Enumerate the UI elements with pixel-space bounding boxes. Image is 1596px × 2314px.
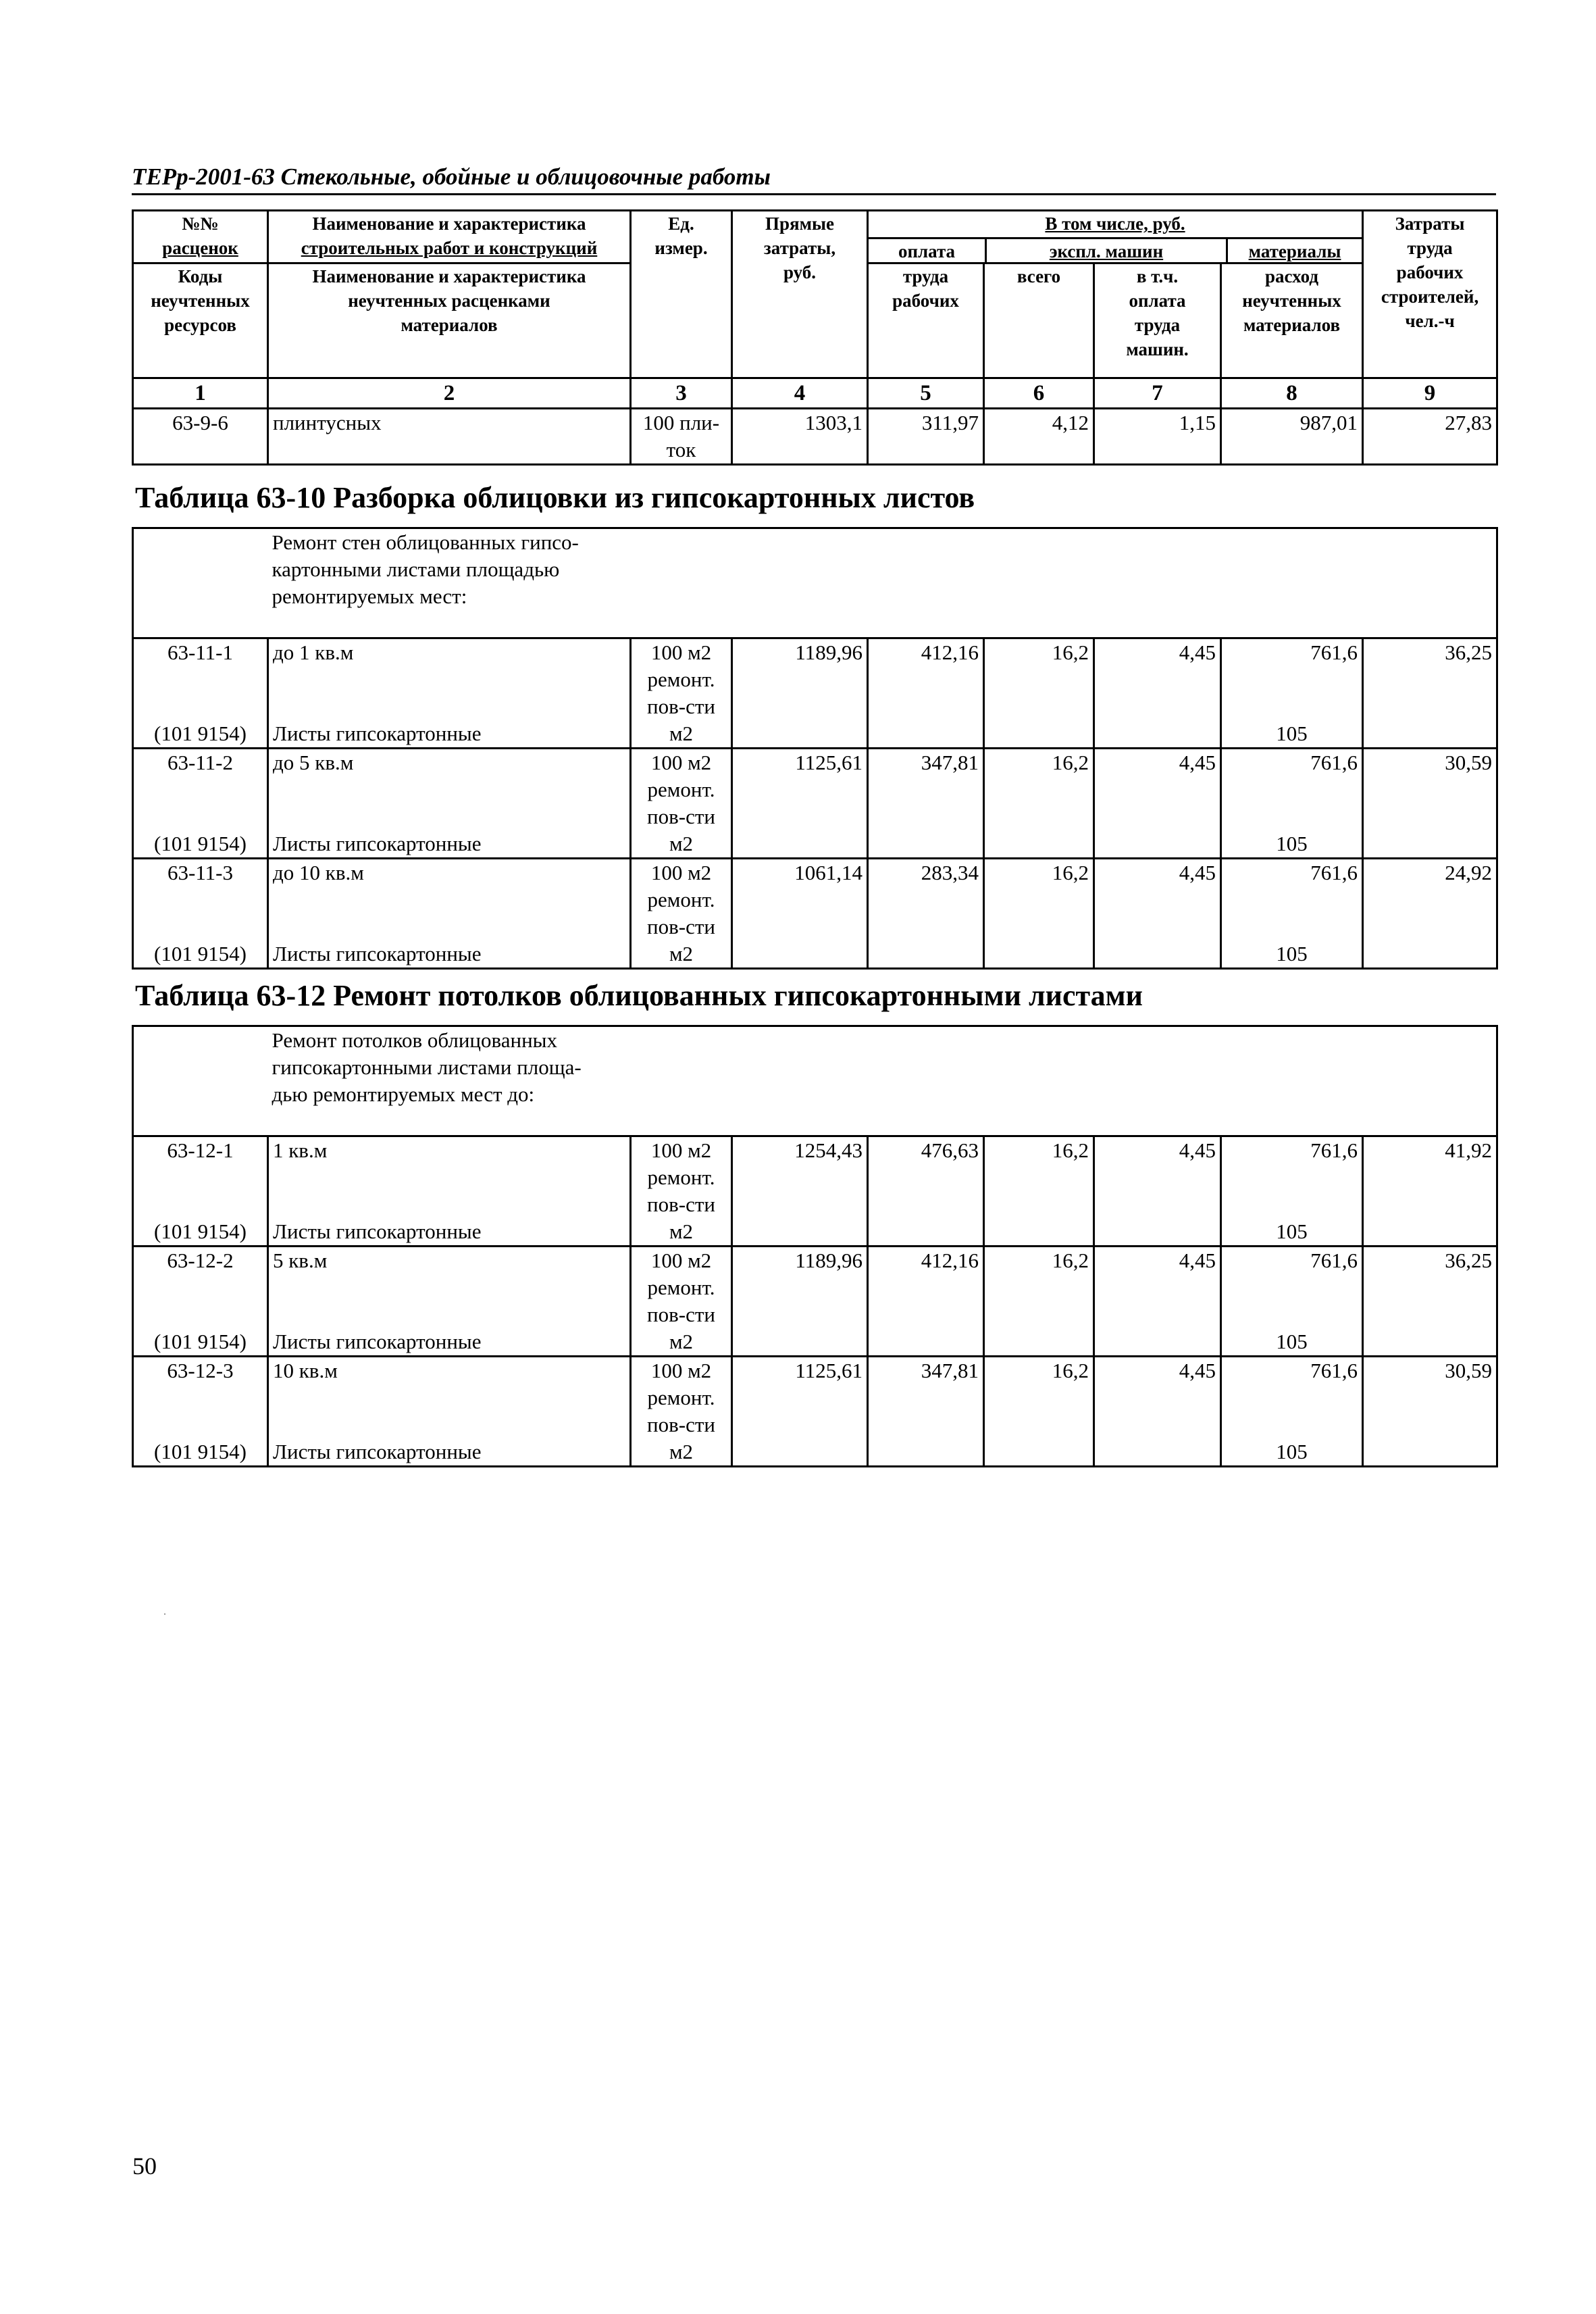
unit-line: пов-сти xyxy=(647,695,715,718)
table-row xyxy=(133,1136,1497,1247)
table-row xyxy=(133,749,1497,859)
header-labor-hours xyxy=(1363,211,1497,378)
material-quantity: 105 xyxy=(1276,1330,1308,1353)
table-63-12 xyxy=(132,1025,1498,1467)
intro-line: Ремонт стен облицованных гипсо- xyxy=(272,530,579,554)
unit-line: пов-сти xyxy=(647,1303,715,1326)
direct-costs: 1303,1 xyxy=(732,409,868,465)
unit-line1: 100 пли- xyxy=(642,411,720,434)
machines-total: 4,12 xyxy=(984,409,1094,465)
material-quantity: 105 xyxy=(1276,832,1308,855)
unit-line: м2 xyxy=(669,1440,694,1463)
header-mach-labor-line4: машин. xyxy=(1126,339,1189,359)
unit-line: 100 м2 xyxy=(650,1138,712,1162)
materials-cell xyxy=(1221,1136,1363,1247)
intro-line: гипсокартонными листами площа- xyxy=(272,1055,582,1079)
resource-name: Листы гипсокартонные xyxy=(273,832,482,855)
unit-line: 100 м2 xyxy=(650,1249,712,1272)
machines-total: 16,2 xyxy=(984,638,1094,749)
header-hours-line4: строителей, xyxy=(1381,286,1479,307)
column-number: 9 xyxy=(1363,378,1497,409)
unit-line: м2 xyxy=(669,942,694,965)
unit xyxy=(631,749,732,859)
header-work-name-line2: строительных работ и конструкций xyxy=(301,238,598,258)
unit-line: пов-сти xyxy=(647,1413,715,1436)
intro-line: дью ремонтируемых мест до: xyxy=(272,1082,535,1106)
machines-labor: 1,15 xyxy=(1094,409,1221,465)
resource-name: Листы гипсокартонные xyxy=(273,722,482,745)
unit-line: ремонт. xyxy=(647,1276,715,1299)
unit xyxy=(631,859,732,969)
resource-code: (101 9154) xyxy=(154,722,247,745)
materials: 761,6 xyxy=(1310,1138,1358,1162)
intro-blank xyxy=(133,528,268,638)
header-mach-labor-line3: труда xyxy=(1134,315,1181,335)
direct-costs: 1125,61 xyxy=(732,1357,868,1467)
materials: 987,01 xyxy=(1221,409,1363,465)
labor-hours: 36,25 xyxy=(1363,638,1497,749)
column-number: 4 xyxy=(732,378,868,409)
header-machines-labor xyxy=(1094,263,1221,378)
unit-line: пов-сти xyxy=(647,915,715,938)
rate-cell xyxy=(133,1136,268,1247)
unit-line: м2 xyxy=(669,722,694,745)
work-name: 5 кв.м xyxy=(273,1249,328,1272)
unit-line: 100 м2 xyxy=(650,640,712,664)
header-labor-pay-line1: оплата xyxy=(898,241,956,261)
header-materials: материалы xyxy=(1248,241,1341,261)
resource-name: Листы гипсокартонные xyxy=(273,942,482,965)
work-name: до 5 кв.м xyxy=(273,751,354,774)
intro-line: картонными листами площадью xyxy=(272,557,560,581)
header-material-name xyxy=(268,263,631,378)
machines-labor: 4,45 xyxy=(1094,1357,1221,1467)
header-direct-costs xyxy=(732,211,868,378)
rate-code: 63-9-6 xyxy=(133,409,268,465)
unit-line: ремонт. xyxy=(647,888,715,911)
unit xyxy=(631,1136,732,1247)
rate-code: 63-12-2 xyxy=(167,1249,234,1272)
header-labor-pay-top xyxy=(869,239,987,263)
intro-blank xyxy=(732,528,1497,638)
column-number: 6 xyxy=(984,378,1094,409)
column-number: 7 xyxy=(1094,378,1221,409)
machines-labor: 4,45 xyxy=(1094,749,1221,859)
work-name: плинтусных xyxy=(268,409,631,465)
materials: 761,6 xyxy=(1310,1359,1358,1382)
labor-pay: 347,81 xyxy=(868,749,984,859)
column-number: 2 xyxy=(268,378,631,409)
material-quantity: 105 xyxy=(1276,942,1308,965)
header-work-name-line1: Наименование и характеристика xyxy=(312,213,586,234)
header-codes-line1: Коды xyxy=(178,266,223,286)
labor-pay: 412,16 xyxy=(868,1247,984,1357)
header-unit-line2: измер. xyxy=(654,238,708,258)
name-cell xyxy=(268,1247,631,1357)
unit-line: ремонт. xyxy=(647,668,715,691)
labor-pay: 311,97 xyxy=(868,409,984,465)
labor-hours: 30,59 xyxy=(1363,749,1497,859)
header-material-line2: неучтенных расценками xyxy=(348,291,550,311)
table-intro-row xyxy=(133,528,1497,638)
page-number: 50 xyxy=(132,2153,157,2180)
table-row xyxy=(133,638,1497,749)
work-name: 10 кв.м xyxy=(273,1359,338,1382)
direct-costs: 1254,43 xyxy=(732,1136,868,1247)
header-codes-line2: неучтенных xyxy=(151,291,250,311)
machines-total: 16,2 xyxy=(984,1357,1094,1467)
labor-hours: 24,92 xyxy=(1363,859,1497,969)
labor-hours: 27,83 xyxy=(1363,409,1497,465)
intro-blank xyxy=(133,1026,268,1136)
machines-total: 16,2 xyxy=(984,859,1094,969)
header-mach-labor-line1: в т.ч. xyxy=(1136,266,1179,286)
header-materials-consumption xyxy=(1221,263,1363,378)
unit-line: 100 м2 xyxy=(650,751,712,774)
name-cell xyxy=(268,638,631,749)
rate-cell xyxy=(133,859,268,969)
table-row xyxy=(133,1357,1497,1467)
intro-line: Ремонт потолков облицованных xyxy=(272,1028,557,1052)
header-hours-line1: Затраты xyxy=(1395,213,1465,234)
unit xyxy=(631,1247,732,1357)
rate-code: 63-11-3 xyxy=(168,861,233,884)
rate-code: 63-12-3 xyxy=(167,1359,234,1382)
materials-cell xyxy=(1221,749,1363,859)
header-hours-line2: труда xyxy=(1407,238,1453,258)
header-rate-number-label2: расценок xyxy=(162,238,238,258)
materials: 761,6 xyxy=(1310,640,1358,664)
direct-costs: 1189,96 xyxy=(732,638,868,749)
materials: 761,6 xyxy=(1310,751,1358,774)
machines-labor: 4,45 xyxy=(1094,859,1221,969)
material-quantity: 105 xyxy=(1276,722,1308,745)
unit-line: 100 м2 xyxy=(650,1359,712,1382)
unit xyxy=(631,638,732,749)
machines-labor: 4,45 xyxy=(1094,1136,1221,1247)
header-labor-pay xyxy=(868,263,984,378)
header-direct-line1: Прямые xyxy=(765,213,835,234)
labor-hours: 41,92 xyxy=(1363,1136,1497,1247)
column-number: 1 xyxy=(133,378,268,409)
machines-total: 16,2 xyxy=(984,1136,1094,1247)
unit xyxy=(631,1357,732,1467)
name-cell xyxy=(268,1136,631,1247)
resource-code: (101 9154) xyxy=(154,1219,247,1243)
resource-name: Листы гипсокартонные xyxy=(273,1330,482,1353)
rate-cell xyxy=(133,1247,268,1357)
header-mat-line2: неучтенных xyxy=(1242,291,1341,311)
header-labor-pay-line3: рабочих xyxy=(892,291,959,311)
materials: 761,6 xyxy=(1310,1249,1358,1272)
header-rate-number xyxy=(133,211,268,263)
column-number: 5 xyxy=(868,378,984,409)
header-mat-line3: материалов xyxy=(1243,315,1341,335)
header-material-line1: Наименование и характеристика xyxy=(312,266,586,286)
name-cell xyxy=(268,859,631,969)
table-intro-row xyxy=(133,1026,1497,1136)
machines-labor: 4,45 xyxy=(1094,638,1221,749)
rate-cell xyxy=(133,638,268,749)
rate-code: 63-12-1 xyxy=(167,1138,234,1162)
unit-line: ремонт. xyxy=(647,1165,715,1189)
labor-pay: 476,63 xyxy=(868,1136,984,1247)
header-unit-line1: Ед. xyxy=(668,213,694,234)
unit-line: ремонт. xyxy=(647,1386,715,1409)
unit-line: м2 xyxy=(669,1330,694,1353)
resource-code: (101 9154) xyxy=(154,1440,247,1463)
intro-blank xyxy=(732,1026,1497,1136)
unit-line: 100 м2 xyxy=(650,861,712,884)
work-name: 1 кв.м xyxy=(273,1138,328,1162)
material-quantity: 105 xyxy=(1276,1219,1308,1243)
materials-cell xyxy=(1221,1247,1363,1357)
name-cell xyxy=(268,749,631,859)
resource-name: Листы гипсокартонные xyxy=(273,1440,482,1463)
header-mat-line1: расход xyxy=(1265,266,1319,286)
header-resource-codes xyxy=(133,263,268,378)
table-intro xyxy=(268,1026,732,1136)
unit-line: ремонт. xyxy=(647,778,715,801)
rate-cell xyxy=(133,749,268,859)
machines-labor: 4,45 xyxy=(1094,1247,1221,1357)
materials-cell xyxy=(1221,859,1363,969)
resource-code: (101 9154) xyxy=(154,832,247,855)
rate-code: 63-11-1 xyxy=(168,640,233,664)
header-unit xyxy=(631,211,732,378)
unit-line: пов-сти xyxy=(647,1192,715,1216)
labor-pay: 412,16 xyxy=(868,638,984,749)
materials-cell xyxy=(1221,1357,1363,1467)
table-title: Таблица 63-10 Разборка облицовки из гипсокартонных листов xyxy=(135,481,975,514)
header-table xyxy=(132,209,1498,466)
header-codes-line3: ресурсов xyxy=(164,315,236,335)
column-number: 3 xyxy=(631,378,732,409)
direct-costs: 1189,96 xyxy=(732,1247,868,1357)
resource-code: (101 9154) xyxy=(154,942,247,965)
unit xyxy=(631,409,732,465)
header-including-label: В том числе, руб. xyxy=(1045,213,1185,234)
carryover-row xyxy=(133,409,1497,465)
labor-pay: 283,34 xyxy=(868,859,984,969)
unit-line2: ток xyxy=(666,438,696,461)
header-including-group xyxy=(868,211,1363,263)
running-head: ТЕРр-2001-63 Стекольные, обойные и облицовочные работы xyxy=(132,162,1496,195)
header-direct-line3: руб. xyxy=(783,262,817,282)
name-cell xyxy=(268,1357,631,1467)
material-quantity: 105 xyxy=(1276,1440,1308,1463)
table-intro xyxy=(268,528,732,638)
header-hours-line5: чел.-ч xyxy=(1405,311,1455,331)
table-63-10 xyxy=(132,527,1498,970)
unit-line: м2 xyxy=(669,1219,694,1243)
direct-costs: 1125,61 xyxy=(732,749,868,859)
labor-hours: 30,59 xyxy=(1363,1357,1497,1467)
work-name: до 10 кв.м xyxy=(273,861,364,884)
header-labor-pay-line2: труда xyxy=(902,266,949,286)
unit-line: пов-сти xyxy=(647,805,715,828)
materials-cell xyxy=(1221,638,1363,749)
labor-pay: 347,81 xyxy=(868,1357,984,1467)
work-name: до 1 кв.м xyxy=(273,640,354,664)
rate-code: 63-11-2 xyxy=(168,751,233,774)
rate-cell xyxy=(133,1357,268,1467)
direct-costs: 1061,14 xyxy=(732,859,868,969)
table-row xyxy=(133,859,1497,969)
resource-name: Листы гипсокартонные xyxy=(273,1219,482,1243)
header-rate-number-label: №№ xyxy=(182,213,219,234)
header-work-name xyxy=(268,211,631,263)
machines-total: 16,2 xyxy=(984,1247,1094,1357)
header-hours-line3: рабочих xyxy=(1396,262,1464,282)
resource-code: (101 9154) xyxy=(154,1330,247,1353)
table-row xyxy=(133,1247,1497,1357)
scan-speck xyxy=(164,1613,165,1615)
header-mach-labor-line2: оплата xyxy=(1129,291,1186,311)
column-number: 8 xyxy=(1221,378,1363,409)
header-material-line3: материалов xyxy=(401,315,498,335)
unit-line: м2 xyxy=(669,832,694,855)
column-numbers-row xyxy=(133,378,1497,409)
machines-total: 16,2 xyxy=(984,749,1094,859)
table-title: Таблица 63-12 Ремонт потолков облицованных гипсокартонными листами xyxy=(135,979,1143,1012)
intro-line: ремонтируемых мест: xyxy=(272,584,467,608)
header-direct-line2: затраты, xyxy=(763,238,836,258)
header-machines-total: всего xyxy=(984,263,1094,378)
header-machines: экспл. машин xyxy=(987,239,1228,263)
materials: 761,6 xyxy=(1310,861,1358,884)
labor-hours: 36,25 xyxy=(1363,1247,1497,1357)
